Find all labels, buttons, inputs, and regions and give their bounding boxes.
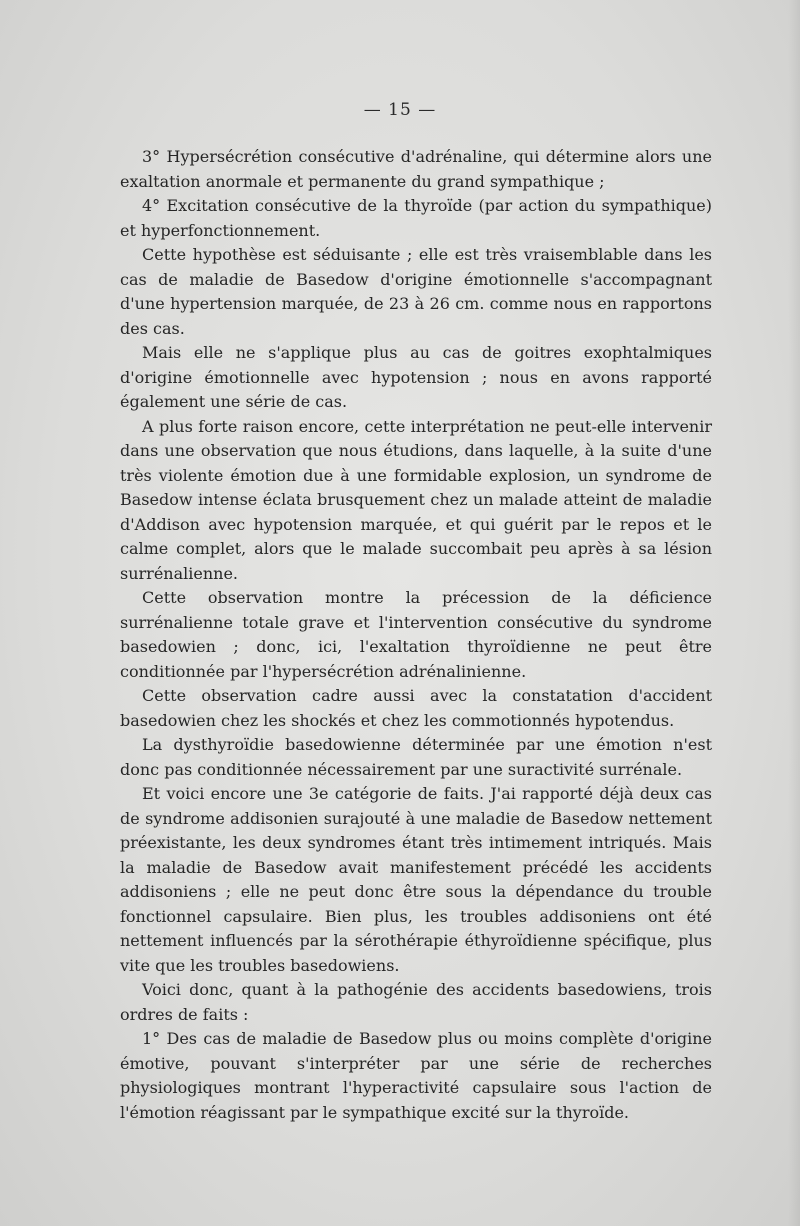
page-edge-shadow — [788, 0, 800, 1226]
paragraph: A plus forte raison encore, cette interprétation ne peut-elle intervenir dans une observation que nous étudions, dans laquelle, à la suite d'une très violente émotion due à une formidable explosion, un syndrome de Basedow intense éclata brusquement chez un malade atteint de maladie d'Addison avec hypotension marquée, et qui guérit par le repos et le calme complet, alors que le malade succombait peu après à sa lésion surrénalienne. — [120, 416, 712, 583]
paragraph: Cette observation cadre aussi avec la constatation d'accident basedowien chez les shockés et chez les commotionnés hypotendus. — [120, 686, 712, 730]
paragraph: Voici donc, quant à la pathogénie des accidents basedowiens, trois ordres de faits : — [120, 980, 712, 1024]
paragraph: Cette hypothèse est séduisante ; elle est très vraisemblable dans les cas de maladie de Basedow d'origine émotionnelle s'accompagnant d'une hypertension marquée, de 23 à 26 cm. comme nous en rapportons des cas. — [120, 245, 712, 338]
page-number: — 15 — — [363, 100, 437, 120]
paragraph: Et voici encore une 3e catégorie de faits. J'ai rapporté déjà deux cas de syndrome addisonien surajouté à une maladie de Basedow nettement préexistante, les deux syndromes étant très intimement intriqués. Mais la maladie de Basedow avait manifestement précédé les accidents addisoniens ; elle ne peut donc être sous la dépendance du trouble fonctionnel capsulaire. Bien plus, les troubles addisoniens ont été nettement influencés par la sérothérapie éthyroïdienne spécifique, plus vite que les troubles basedowiens. — [120, 784, 712, 975]
paragraph: 3° Hypersécrétion consécutive d'adrénaline, qui détermine alors une exaltation anormale et permanente du grand sympathique ; — [120, 147, 712, 191]
body-text — [120, 145, 712, 1125]
paragraph: 1° Des cas de maladie de Basedow plus ou moins complète d'origine émotive, pouvant s'interpréter par une série de recherches physiologiques montrant l'hyperactivité capsulaire sous l'action de l'émotion réagissant par le sympathique excité sur la thyroïde. — [120, 1029, 712, 1122]
paragraph: Mais elle ne s'applique plus au cas de goitres exophtalmiques d'origine émotionnelle avec hypotension ; nous en avons rapporté également une série de cas. — [120, 343, 712, 411]
paragraph: 4° Excitation consécutive de la thyroïde (par action du sympathique) et hyperfonctionnement. — [120, 196, 712, 240]
paragraph: Cette observation montre la précession de la déficience surrénalienne totale grave et l'intervention consécutive du syndrome basedowien ; donc, ici, l'exaltation thyroïdienne ne peut être conditionnée par l'hypersécrétion adrénalinienne. — [120, 588, 712, 681]
paragraph: La dysthyroïdie basedowienne déterminée par une émotion n'est donc pas conditionnée nécessairement par une suractivité surrénale. — [120, 735, 712, 779]
